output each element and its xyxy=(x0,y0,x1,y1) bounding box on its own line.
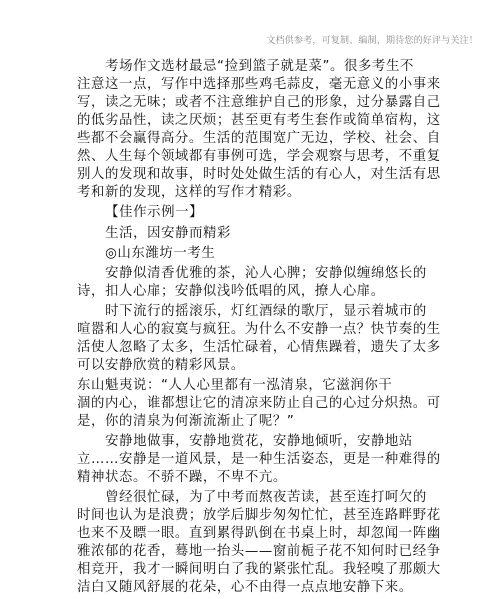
body-line: 安静地做事，安静地赏花，安静地倾听，安静地站 xyxy=(105,434,413,449)
body-line: 也来不及瞟一眼。直到累得趴倒在书桌上时，却忽闻一阵幽 xyxy=(77,526,441,541)
body-paragraph xyxy=(77,265,425,301)
intro-paragraph xyxy=(77,58,441,202)
body-line: 洁白又随风舒展的花朵，心不由得一点点地安静下来。 xyxy=(77,580,413,595)
intro-line: 考和新的发现，这样的写作才精彩。 xyxy=(77,185,301,200)
body-line: 时下流行的摇滚乐，灯红酒绿的歌厅，显示着城市的 xyxy=(105,304,427,319)
intro-line: 然、人生每个领域都有事例可选，学会观察与思考，不重复 xyxy=(77,149,441,164)
body-paragraph xyxy=(77,377,441,431)
body-line: 东山魁夷说：“人人心里都有一泓清泉，它滋润你干 xyxy=(77,378,393,393)
intro-line: 别人的发现和故事，时时处处做生活的有心人，对生活有思 xyxy=(77,167,441,182)
body-line: 安静似清香优雅的茶，沁人心脾；安静似缠绵悠长的 xyxy=(105,266,427,281)
intro-line: 的低劣品性，读之厌烦；甚至更有考生套作或简单宿构，这 xyxy=(77,113,441,128)
example-heading: 【佳作示例一】 xyxy=(105,205,204,220)
body-line: 涸的内心，谁都想让它的清凉来防止自己的心过分炽热。可 xyxy=(77,396,441,411)
body-line: 雅浓郁的花香，蓦地一抬头——窗前栀子花不知何时已经争 xyxy=(77,544,441,559)
body-line: 喧嚣和人心的寂寞与疯狂。为什么不安静一点？快节奏的生 xyxy=(77,322,441,337)
body-line: 诗，扣人心扉；安静似浅吟低唱的风，撩人心扉。 xyxy=(77,284,385,299)
body-paragraph xyxy=(77,433,441,487)
body-line: 相竞开，我才一瞬间明白了我的紧张忙乱。我轻嗅了那颇大 xyxy=(77,562,441,577)
body-line: 时间也认为是浪费；放学后脚步匆匆忙忙，甚至连路畔野花 xyxy=(77,508,441,523)
essay-author: ◎山东潍坊一考生 xyxy=(105,246,216,261)
header-note: 文档供参考，可复制、编制，期待您的好评与关注！ xyxy=(266,36,478,46)
body-line: 可以安静欣赏的精彩风景。 xyxy=(77,358,245,373)
essay-title: 生活，因安静而精彩 xyxy=(105,226,232,241)
intro-line: 写，读之无味；或者不注意维护自己的形象，过分暴露自己 xyxy=(77,95,441,110)
body-line: 曾经很忙碌，为了中考而熬夜苦读，甚至连打呵欠的 xyxy=(105,490,427,505)
intro-line: 考场作文选材最忌“捡到篮子就是菜”。很多考生不 xyxy=(105,59,415,74)
body-line: 精神状态。不骄不躁，不卑不亢。 xyxy=(77,470,287,485)
body-paragraph xyxy=(77,303,441,375)
document-body xyxy=(77,58,441,599)
body-line: 活使人忽略了太多，生活忙碌着，心情焦躁着，遗失了太多 xyxy=(77,340,441,355)
body-line: 立……安静是一道风景，是一种生活姿态，更是一种难得的 xyxy=(77,452,441,467)
body-paragraph xyxy=(77,489,441,597)
body-line: 是，你的清泉为何渐流渐止了呢？” xyxy=(77,414,295,429)
intro-line: 注意这一点，写作中选择那些鸡毛蒜皮，毫无意义的小事来 xyxy=(77,77,441,92)
intro-line: 些都不会赢得高分。生活的范围宽广无边，学校、社会、自 xyxy=(77,131,441,146)
